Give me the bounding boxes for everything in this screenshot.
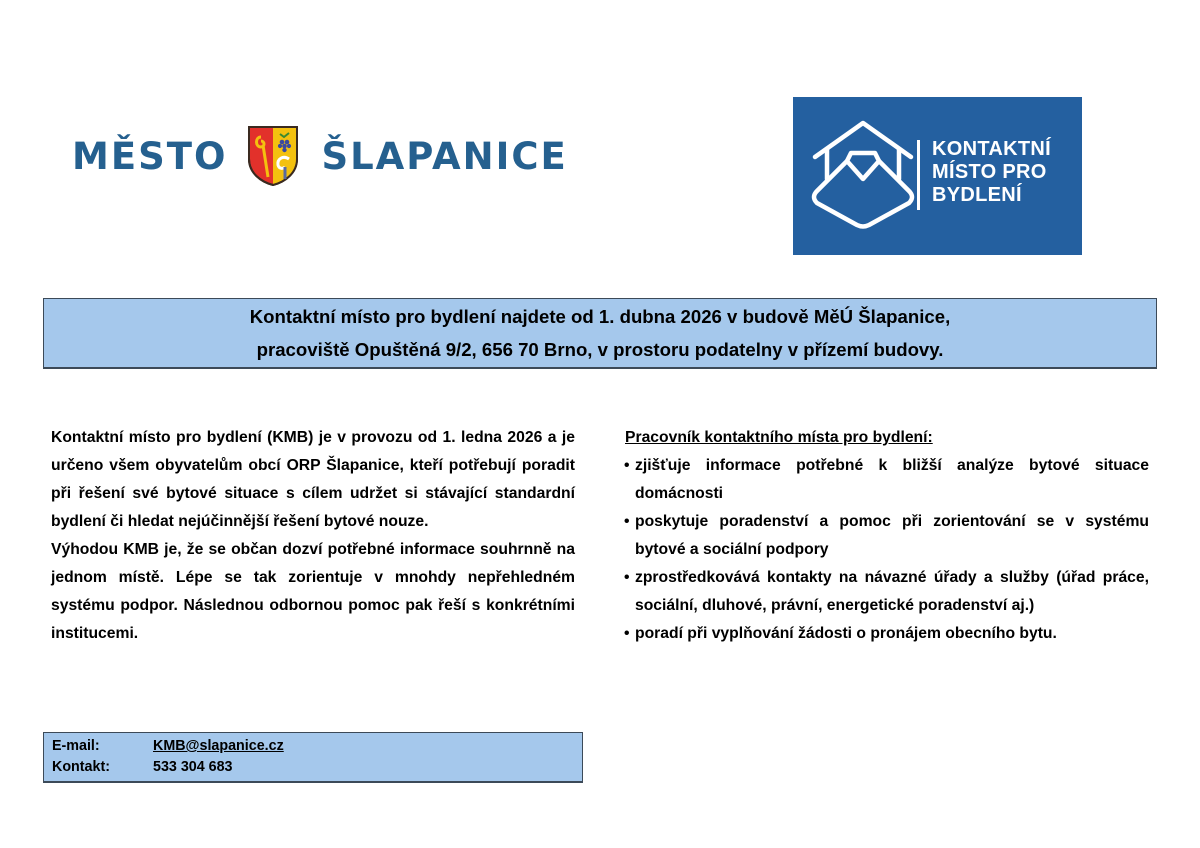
city-logo-word-left: MĚSTO — [72, 134, 228, 178]
description-paragraph: Výhodou KMB je, že se občan dozví potřebné informace souhrnně na jednom místě. Lépe se tak zorientuje v mnohdy nepřehledném systému podpor. Následnou odbornou pomoc pak řeší s konkrétními institucemi. — [51, 541, 575, 642]
list-item — [625, 620, 1149, 648]
kmb-logo-text — [932, 138, 1051, 207]
list-item-text: poskytuje poradenství a pomoc při zorientování se v systému bytové a sociální podpory — [635, 513, 1149, 558]
bullet-icon: • — [624, 625, 630, 642]
bullet-icon: • — [624, 513, 630, 530]
list-item-text: poradí při vyplňování žádosti o pronájem obecního bytu. — [635, 625, 1057, 642]
duties-heading: Pracovník kontaktního místa pro bydlení: — [625, 429, 933, 446]
coat-of-arms-icon — [247, 125, 299, 187]
city-logo-word-right: ŠLAPANICE — [321, 134, 568, 178]
kmb-logo-line: BYDLENÍ — [932, 184, 1022, 206]
notice-line: Kontaktní místo pro bydlení najdete od 1. dubna 2026 v budově MěÚ Šlapanice, — [249, 306, 951, 327]
bullet-icon: • — [624, 457, 630, 474]
city-logo — [72, 124, 568, 188]
list-item — [625, 452, 1149, 508]
list-item — [625, 508, 1149, 564]
kmb-logo-line: MÍSTO PRO — [932, 161, 1047, 183]
phone-row — [44, 757, 582, 778]
list-item-text: zjišťuje informace potřebné k bližší analýze bytové situace domácnosti — [635, 457, 1149, 502]
list-item-text: zprostředkovává kontakty na návazné úřady a služby (úřad práce, sociální, dluhové, právní, energetické poradenství aj.) — [635, 569, 1149, 614]
contact-box — [43, 732, 583, 783]
email-label: E-mail: — [52, 738, 100, 754]
notice-line: pracoviště Opuštěná 9/2, 656 70 Brno, v prostoru podatelny v přízemí budovy. — [256, 339, 944, 360]
bullet-icon: • — [624, 569, 630, 586]
phone-value: 533 304 683 — [153, 759, 233, 775]
kmb-logo-divider — [917, 140, 920, 210]
kmb-logo — [793, 97, 1082, 255]
location-notice-box — [43, 298, 1157, 369]
duties-list — [625, 452, 1149, 648]
phone-label: Kontakt: — [52, 759, 110, 775]
kmb-logo-line: KONTAKTNÍ — [932, 138, 1051, 160]
description-column — [51, 424, 575, 648]
duties-column — [625, 424, 1149, 648]
description-paragraph: Kontaktní místo pro bydlení (KMB) je v provozu od 1. ledna 2026 a je určeno všem obyvatelům obcí ORP Šlapanice, kteří potřebují poradit při řešení své bytové situace s cílem udržet si stávající standardní bydlení či hledat nejúčinnější řešení bytové nouze. — [51, 429, 575, 530]
house-heart-icon — [809, 119, 917, 229]
list-item — [625, 564, 1149, 620]
email-link[interactable]: KMB@slapanice.cz — [153, 738, 284, 754]
email-row — [44, 736, 582, 757]
